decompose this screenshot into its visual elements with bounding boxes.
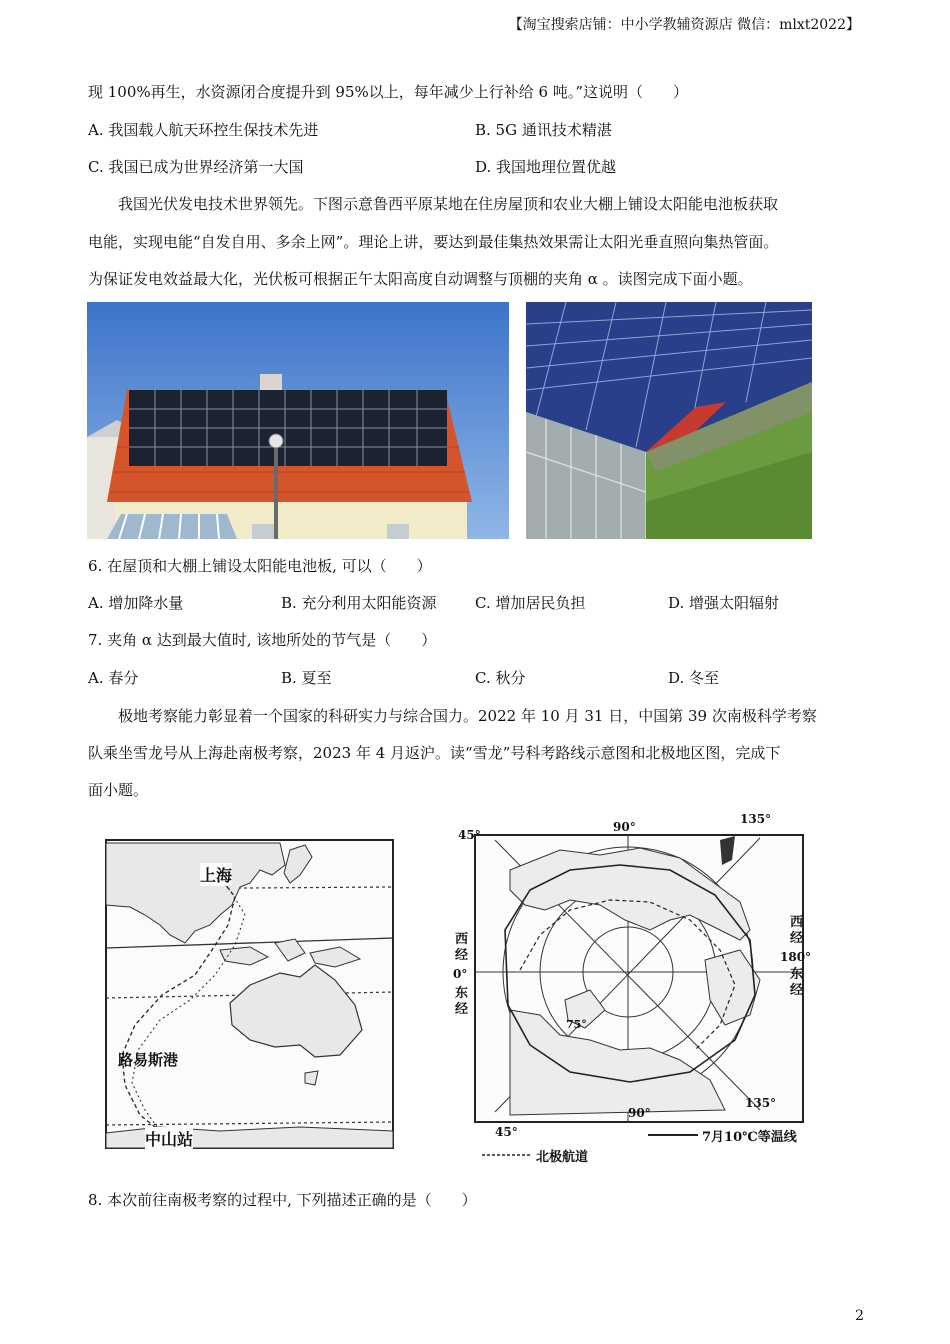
west-lon-0-label: 西经 <box>455 932 469 963</box>
shanghai-label: 上海 <box>200 863 232 886</box>
q7-option-b: B. 夏至 <box>281 669 332 687</box>
q5-option-d: D. 我国地理位置优越 <box>475 158 617 176</box>
q6-option-d: D. 增强太阳辐射 <box>668 594 780 612</box>
lon-135-top-label: 135° <box>740 812 772 826</box>
polar-passage-line-3: 面小题。 <box>88 781 149 799</box>
q7-option-a: A. 春分 <box>88 669 139 687</box>
q7-stem: 7. 夹角 α 达到最大值时, 该地所处的节气是（ ） <box>88 631 437 649</box>
solar-passage-line-1: 我国光伏发电技术世界领先。下图示意鲁西平原某地在住房屋顶和农业大棚上铺设太阳能电池板获取 <box>118 195 779 213</box>
q5-stem-tail: 现 100%再生，水资源闭合度提升到 95%以上，每年减少上行补给 6 吨。”这说明（ ） <box>88 83 689 101</box>
q7-option-c: C. 秋分 <box>475 669 526 687</box>
lat-75-label: 75° <box>566 1018 587 1031</box>
arctic-region-map <box>450 810 820 1165</box>
polar-passage-line-1: 极地考察能力彰显着一个国家的科研实力与综合国力。2022 年 10 月 31 日，中国第 39 次南极科学考察 <box>118 707 817 725</box>
q5-option-a: A. 我国载人航天环控生保技术先进 <box>88 121 319 139</box>
east-lon-0-label: 东经 <box>455 986 469 1017</box>
lon-0-label: 0° <box>453 967 468 981</box>
legend-arctic-route: 北极航道 <box>536 1150 589 1165</box>
q6-option-a: A. 增加降水量 <box>88 594 184 612</box>
solar-passage-line-2: 电能，实现电能“自发自用、多余上网”。理论上讲，要达到最佳集热效果需让太阳光垂直照向集热管面。 <box>88 233 779 251</box>
q8-stem: 8. 本次前往南极考察的过程中, 下列描述正确的是（ ） <box>88 1191 477 1209</box>
q7-option-d: D. 冬至 <box>668 669 720 687</box>
east-lon-180-label: 东经 <box>790 967 804 998</box>
legend-isotherm: 7月10℃等温线 <box>702 1130 797 1145</box>
house-solar-roof-photo <box>87 302 509 539</box>
lon-135-bottom-label: 135° <box>745 1096 777 1110</box>
polar-passage-line-2: 队乘坐雪龙号从上海赴南极考察，2023 年 4 月返沪。读“雪龙”号科考路线示意图和北极地区图，完成下 <box>88 744 781 762</box>
lon-90-bottom-label: 90° <box>628 1106 651 1120</box>
solar-passage-line-3: 为保证发电效益最大化，光伏板可根据正午太阳高度自动调整与顶棚的夹角 α 。读图完成下面小题。 <box>88 270 753 288</box>
port-louis-label: 路易斯港 <box>118 1051 179 1069</box>
q5-option-c: C. 我国已成为世界经济第一大国 <box>88 158 304 176</box>
lon-45-top-label: 45° <box>458 828 481 842</box>
page-number: 2 <box>855 1308 864 1324</box>
q6-option-b: B. 充分利用太阳能资源 <box>281 594 437 612</box>
q5-option-b: B. 5G 通讯技术精湛 <box>475 121 612 139</box>
lon-90-top-label: 90° <box>613 820 636 834</box>
page-header: 【淘宝搜索店铺：中小学教辅资源店 微信：mlxt2022】 <box>508 17 860 33</box>
lon-180-label: 180° <box>780 950 812 964</box>
q6-stem: 6. 在屋顶和大棚上铺设太阳能电池板, 可以（ ） <box>88 557 432 575</box>
greenhouse-solar-photo <box>526 302 812 539</box>
west-lon-180-label: 西经 <box>790 915 804 946</box>
xuelong-route-map <box>100 835 400 1155</box>
lon-45-bottom-label: 45° <box>495 1125 518 1139</box>
q6-option-c: C. 增加居民负担 <box>475 594 586 612</box>
zhongshan-station-label: 中山站 <box>145 1127 193 1150</box>
